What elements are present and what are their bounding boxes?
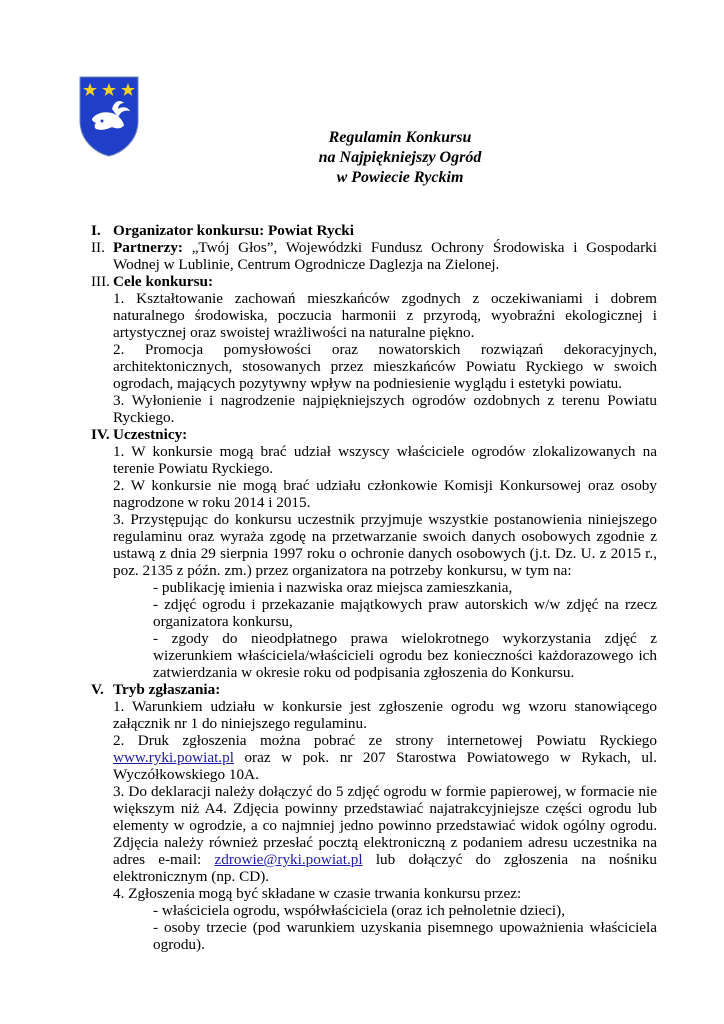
section-heading: Uczestnicy: xyxy=(113,426,188,443)
section-partners xyxy=(91,239,657,273)
section-heading: Cele konkursu: xyxy=(113,273,214,290)
list-item: 3. Przystępując do konkursu uczestnik przyjmuje wszystkie postanowienia niniejszego regulaminu oraz wyraża zgodę na przetwarzanie swoich danych osobowych zgodnie z ustawą z dnia 29 sierpnia 1997 roku o ochronie danych osobowych (j.t. Dz. U. z 2015 r., poz. 2135 z późn. zm.) przez organizatora na potrzeby konkursu, w tym na: xyxy=(113,511,657,579)
list-item xyxy=(91,732,657,783)
list-item: 1. Kształtowanie zachowań mieszkańców zgodnych z oczekiwaniami i dobrem naturalnego środowiska, poczucia harmonii z przyrodą, wyobraźni ekologicznej i artystycznej oraz swoistej wrażliwości na naturalne piękno. xyxy=(113,290,657,341)
list-item: 1. W konkursie mogą brać udział wszyscy właściciele ogrodów zlokalizowanych na terenie Powiatu Ryckiego. xyxy=(113,443,657,477)
sub-list-item: - zdjęć ogrodu i przekazanie majątkowych praw autorskich w/w zdjęć na rzecz organizatora konkursu, xyxy=(153,596,657,630)
section-goals xyxy=(91,273,657,290)
item-text: 2. Druk zgłoszenia można pobrać ze strony internetowej Powiatu Ryckiego xyxy=(113,732,657,749)
title-line-1: Regulamin Konkursu xyxy=(328,129,472,146)
section-heading: Partnerzy: xyxy=(113,239,183,256)
list-item xyxy=(91,783,657,885)
section-number: II. xyxy=(91,239,105,256)
title-line-3: w Powiecie Ryckim xyxy=(336,169,464,186)
partners-text: „Twój Głos”, Wojewódzki Fundusz Ochrony Środowiska i Gospodarki Wodnej w Lublinie, Centrum Ogrodnicze Daglezja na Zielonej. xyxy=(113,239,657,273)
coat-of-arms-logo xyxy=(78,75,140,157)
item-text: 3. Do deklaracji należy dołączyć do 5 zdjęć ogrodu w formie papierowej, w formacie nie większym niż A4. Zdjęcia powinny przedstawiać najatrakcyjniejsze części ogrodu lub elementy w ogrodzie, a co najmniej jedno powinno przedstawiać widok ogólny ogrodu. Zdjęcia należy również przesłać pocztą elektroniczną z podaniem adresu uczestnika na adres e-mail: xyxy=(113,783,657,868)
item-text: lub dołączyć do zgłoszenia na nośniku elektronicznym (np. CD). xyxy=(113,851,657,885)
sub-list-item: - zgody do nieodpłatnego prawa wielokrotnego wykorzystania zdjęć z wizerunkiem właściciela/właścicieli ogrodu bez konieczności każdorazowego ich zatwierdzania w okresie roku od podpisania zgłoszenia do Konkursu. xyxy=(153,630,657,681)
website-link[interactable]: www.ryki.powiat.pl xyxy=(113,749,234,766)
section-participants xyxy=(91,426,657,443)
sub-list-item: - właściciela ogrodu, współwłaściciela (oraz ich pełnoletnie dzieci), xyxy=(153,902,565,919)
list-item: 2. Promocja pomysłowości oraz nowatorskich rozwiązań dekoracyjnych, architektonicznych, stosowanych przez mieszkańców Powiatu Ryckiego w swoich ogrodach, mających pozytywny wpływ na podniesienie wyglądu i estetyki powiatu. xyxy=(113,341,657,392)
section-number: V. xyxy=(91,681,104,698)
section-number: III. xyxy=(91,273,110,290)
sub-list-item: - osoby trzecie (pod warunkiem uzyskania pisemnego upoważnienia właściciela ogrodu). xyxy=(153,919,657,953)
document-title xyxy=(230,128,570,188)
item-text: oraz w pok. nr 207 Starostwa Powiatowego w Rykach, ul. Wyczółkowskiego 10A. xyxy=(113,749,657,783)
section-organizer xyxy=(91,222,657,239)
title-line-2: na Najpiękniejszy Ogród xyxy=(318,149,482,166)
list-item: 4. Zgłoszenia mogą być składane w czasie trwania konkursu przez: xyxy=(113,885,522,902)
list-item: 1. Warunkiem udziału w konkursie jest zgłoszenie ogrodu wg wzoru stanowiącego załącznik nr 1 do niniejszego regulaminu. xyxy=(113,698,657,732)
list-item: 3. Wyłonienie i nagrodzenie najpiękniejszych ogrodów ozdobnych z terenu Powiatu Ryckiego. xyxy=(113,392,657,426)
section-application xyxy=(91,681,657,698)
sub-list-item: - publikację imienia i nazwiska oraz miejsca zamieszkania, xyxy=(153,579,513,596)
section-number: I. xyxy=(91,222,101,239)
list-item: 2. W konkursie nie mogą brać udziału członkowie Komisji Konkursowej oraz osoby nagrodzone w roku 2014 i 2015. xyxy=(113,477,657,511)
section-heading: Tryb zgłaszania: xyxy=(113,681,221,698)
regulations-body xyxy=(91,222,657,953)
section-heading: Organizator konkursu: xyxy=(113,222,265,239)
email-link[interactable]: zdrowie@ryki.powiat.pl xyxy=(214,851,363,868)
section-number: IV. xyxy=(91,426,110,443)
organizer-value: Powiat Rycki xyxy=(264,222,354,239)
